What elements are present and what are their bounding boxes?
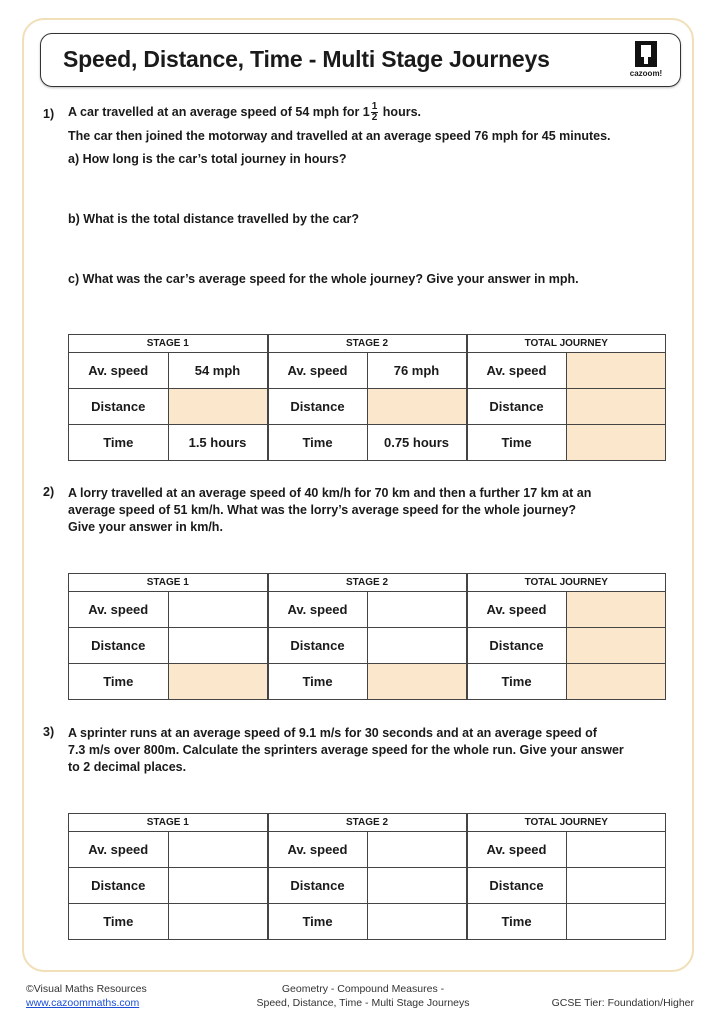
row-label: Time (268, 904, 368, 940)
row-label: Time (69, 664, 169, 700)
q2-number: 2) (43, 485, 55, 499)
q1-line1-text: A car travelled at an average speed of 54 mph for 1 (68, 104, 370, 119)
row-label: Av. speed (268, 592, 368, 628)
answer-cell[interactable] (566, 664, 666, 700)
footer-tier: GCSE Tier: Foundation/Higher (551, 997, 694, 1009)
row-label: Av. speed (268, 832, 368, 868)
header-stage-2: STAGE 2 (268, 574, 467, 592)
header-stage-1: STAGE 1 (69, 335, 268, 353)
q1-frac-num: 1 (371, 101, 378, 112)
q1-table (68, 334, 666, 461)
footer-left (26, 982, 147, 1010)
row-label: Distance (268, 389, 368, 425)
row-label: Av. speed (467, 832, 567, 868)
row-label: Distance (467, 868, 567, 904)
q2-line1: A lorry travelled at an average speed of 40 km/h for 70 km and then a further 17 km at an (68, 486, 592, 500)
row-label: Av. speed (467, 592, 567, 628)
q2-line3: Give your answer in km/h. (68, 520, 223, 534)
q1-part-c: c) What was the car’s average speed for the whole journey? Give your answer in mph. (68, 272, 579, 286)
q1-number: 1) (43, 107, 55, 121)
value-cell[interactable] (168, 628, 268, 664)
answer-cell[interactable] (566, 592, 666, 628)
row-label: Distance (467, 389, 567, 425)
q3-number: 3) (43, 725, 55, 739)
row-label: Time (467, 664, 567, 700)
row-label: Time (69, 904, 169, 940)
value-cell[interactable] (566, 868, 666, 904)
answer-cell[interactable] (566, 425, 666, 461)
q1-stage1-time: 1.5 hours (168, 425, 268, 461)
value-cell[interactable] (168, 592, 268, 628)
header-stage-1: STAGE 1 (69, 574, 268, 592)
row-label: Time (69, 425, 169, 461)
q3-line2: 7.3 m/s over 800m. Calculate the sprinters average speed for the whole run. Give your answer (68, 743, 624, 757)
row-label: Time (467, 425, 567, 461)
cazoom-logo-icon (634, 40, 658, 68)
value-cell[interactable] (566, 832, 666, 868)
answer-cell[interactable] (168, 389, 268, 425)
header-total-journey: TOTAL JOURNEY (467, 814, 666, 832)
row-label: Av. speed (69, 592, 169, 628)
value-cell[interactable] (168, 868, 268, 904)
footer-topic-line1: Geometry - Compound Measures - (281, 983, 445, 995)
value-cell[interactable] (566, 904, 666, 940)
row-label: Time (268, 664, 368, 700)
answer-cell[interactable] (566, 389, 666, 425)
q3-line1: A sprinter runs at an average speed of 9.1 m/s for 30 seconds and at an average speed of (68, 726, 597, 740)
logo-text: cazoom! (629, 69, 663, 78)
row-label: Av. speed (268, 353, 368, 389)
value-cell[interactable] (367, 904, 467, 940)
row-label: Distance (69, 628, 169, 664)
table-row (69, 425, 666, 461)
q1-line1-end: hours. (382, 104, 421, 119)
row-label: Time (467, 904, 567, 940)
row-label: Distance (268, 868, 368, 904)
value-cell[interactable] (367, 628, 467, 664)
header-total-journey: TOTAL JOURNEY (467, 574, 666, 592)
footer-website-link[interactable]: www.cazoommaths.com (26, 997, 140, 1009)
cazoom-logo (620, 40, 672, 82)
header-stage-2: STAGE 2 (268, 335, 467, 353)
answer-cell[interactable] (367, 389, 467, 425)
table-row (69, 904, 666, 940)
q3-table (68, 813, 666, 940)
answer-cell[interactable] (566, 628, 666, 664)
row-label: Av. speed (69, 832, 169, 868)
row-label: Distance (69, 868, 169, 904)
q1-stage2-time: 0.75 hours (367, 425, 467, 461)
table-row (69, 832, 666, 868)
q1-line2: The car then joined the motorway and travelled at an average speed 76 mph for 45 minutes. (68, 129, 611, 143)
table-row (69, 389, 666, 425)
table-row (69, 628, 666, 664)
answer-cell[interactable] (566, 353, 666, 389)
answer-cell[interactable] (367, 664, 467, 700)
value-cell[interactable] (168, 832, 268, 868)
q2-table (68, 573, 666, 700)
header-stage-1: STAGE 1 (69, 814, 268, 832)
q1-stage2-speed: 76 mph (367, 353, 467, 389)
page-title: Speed, Distance, Time - Multi Stage Journeys (63, 46, 550, 72)
row-label: Av. speed (467, 353, 567, 389)
table-row (69, 868, 666, 904)
row-label: Distance (467, 628, 567, 664)
q1-fraction (371, 102, 379, 123)
header-total-journey: TOTAL JOURNEY (467, 335, 666, 353)
footer-center (238, 982, 488, 1010)
value-cell[interactable] (367, 832, 467, 868)
q2-line2: average speed of 51 km/h. What was the lorry’s average speed for the whole journey? (68, 503, 577, 517)
footer-topic-line2: Speed, Distance, Time - Multi Stage Journeys (256, 997, 470, 1009)
row-label: Distance (268, 628, 368, 664)
value-cell[interactable] (168, 904, 268, 940)
q3-line3: to 2 decimal places. (68, 760, 187, 774)
footer-copyright: ©Visual Maths Resources (26, 983, 147, 995)
header-stage-2: STAGE 2 (268, 814, 467, 832)
q1-stage1-speed: 54 mph (168, 353, 268, 389)
table-row (69, 592, 666, 628)
q1-part-b: b) What is the total distance travelled by the car? (68, 212, 360, 226)
table-row (69, 353, 666, 389)
value-cell[interactable] (367, 868, 467, 904)
row-label: Av. speed (69, 353, 169, 389)
title-box (40, 33, 681, 87)
table-row (69, 664, 666, 700)
row-label: Time (268, 425, 368, 461)
q1-part-a: a) How long is the car’s total journey in hours? (68, 152, 347, 166)
q1-line1 (68, 102, 421, 123)
row-label: Distance (69, 389, 169, 425)
answer-cell[interactable] (168, 664, 268, 700)
q1-frac-den: 2 (371, 112, 378, 123)
value-cell[interactable] (367, 592, 467, 628)
